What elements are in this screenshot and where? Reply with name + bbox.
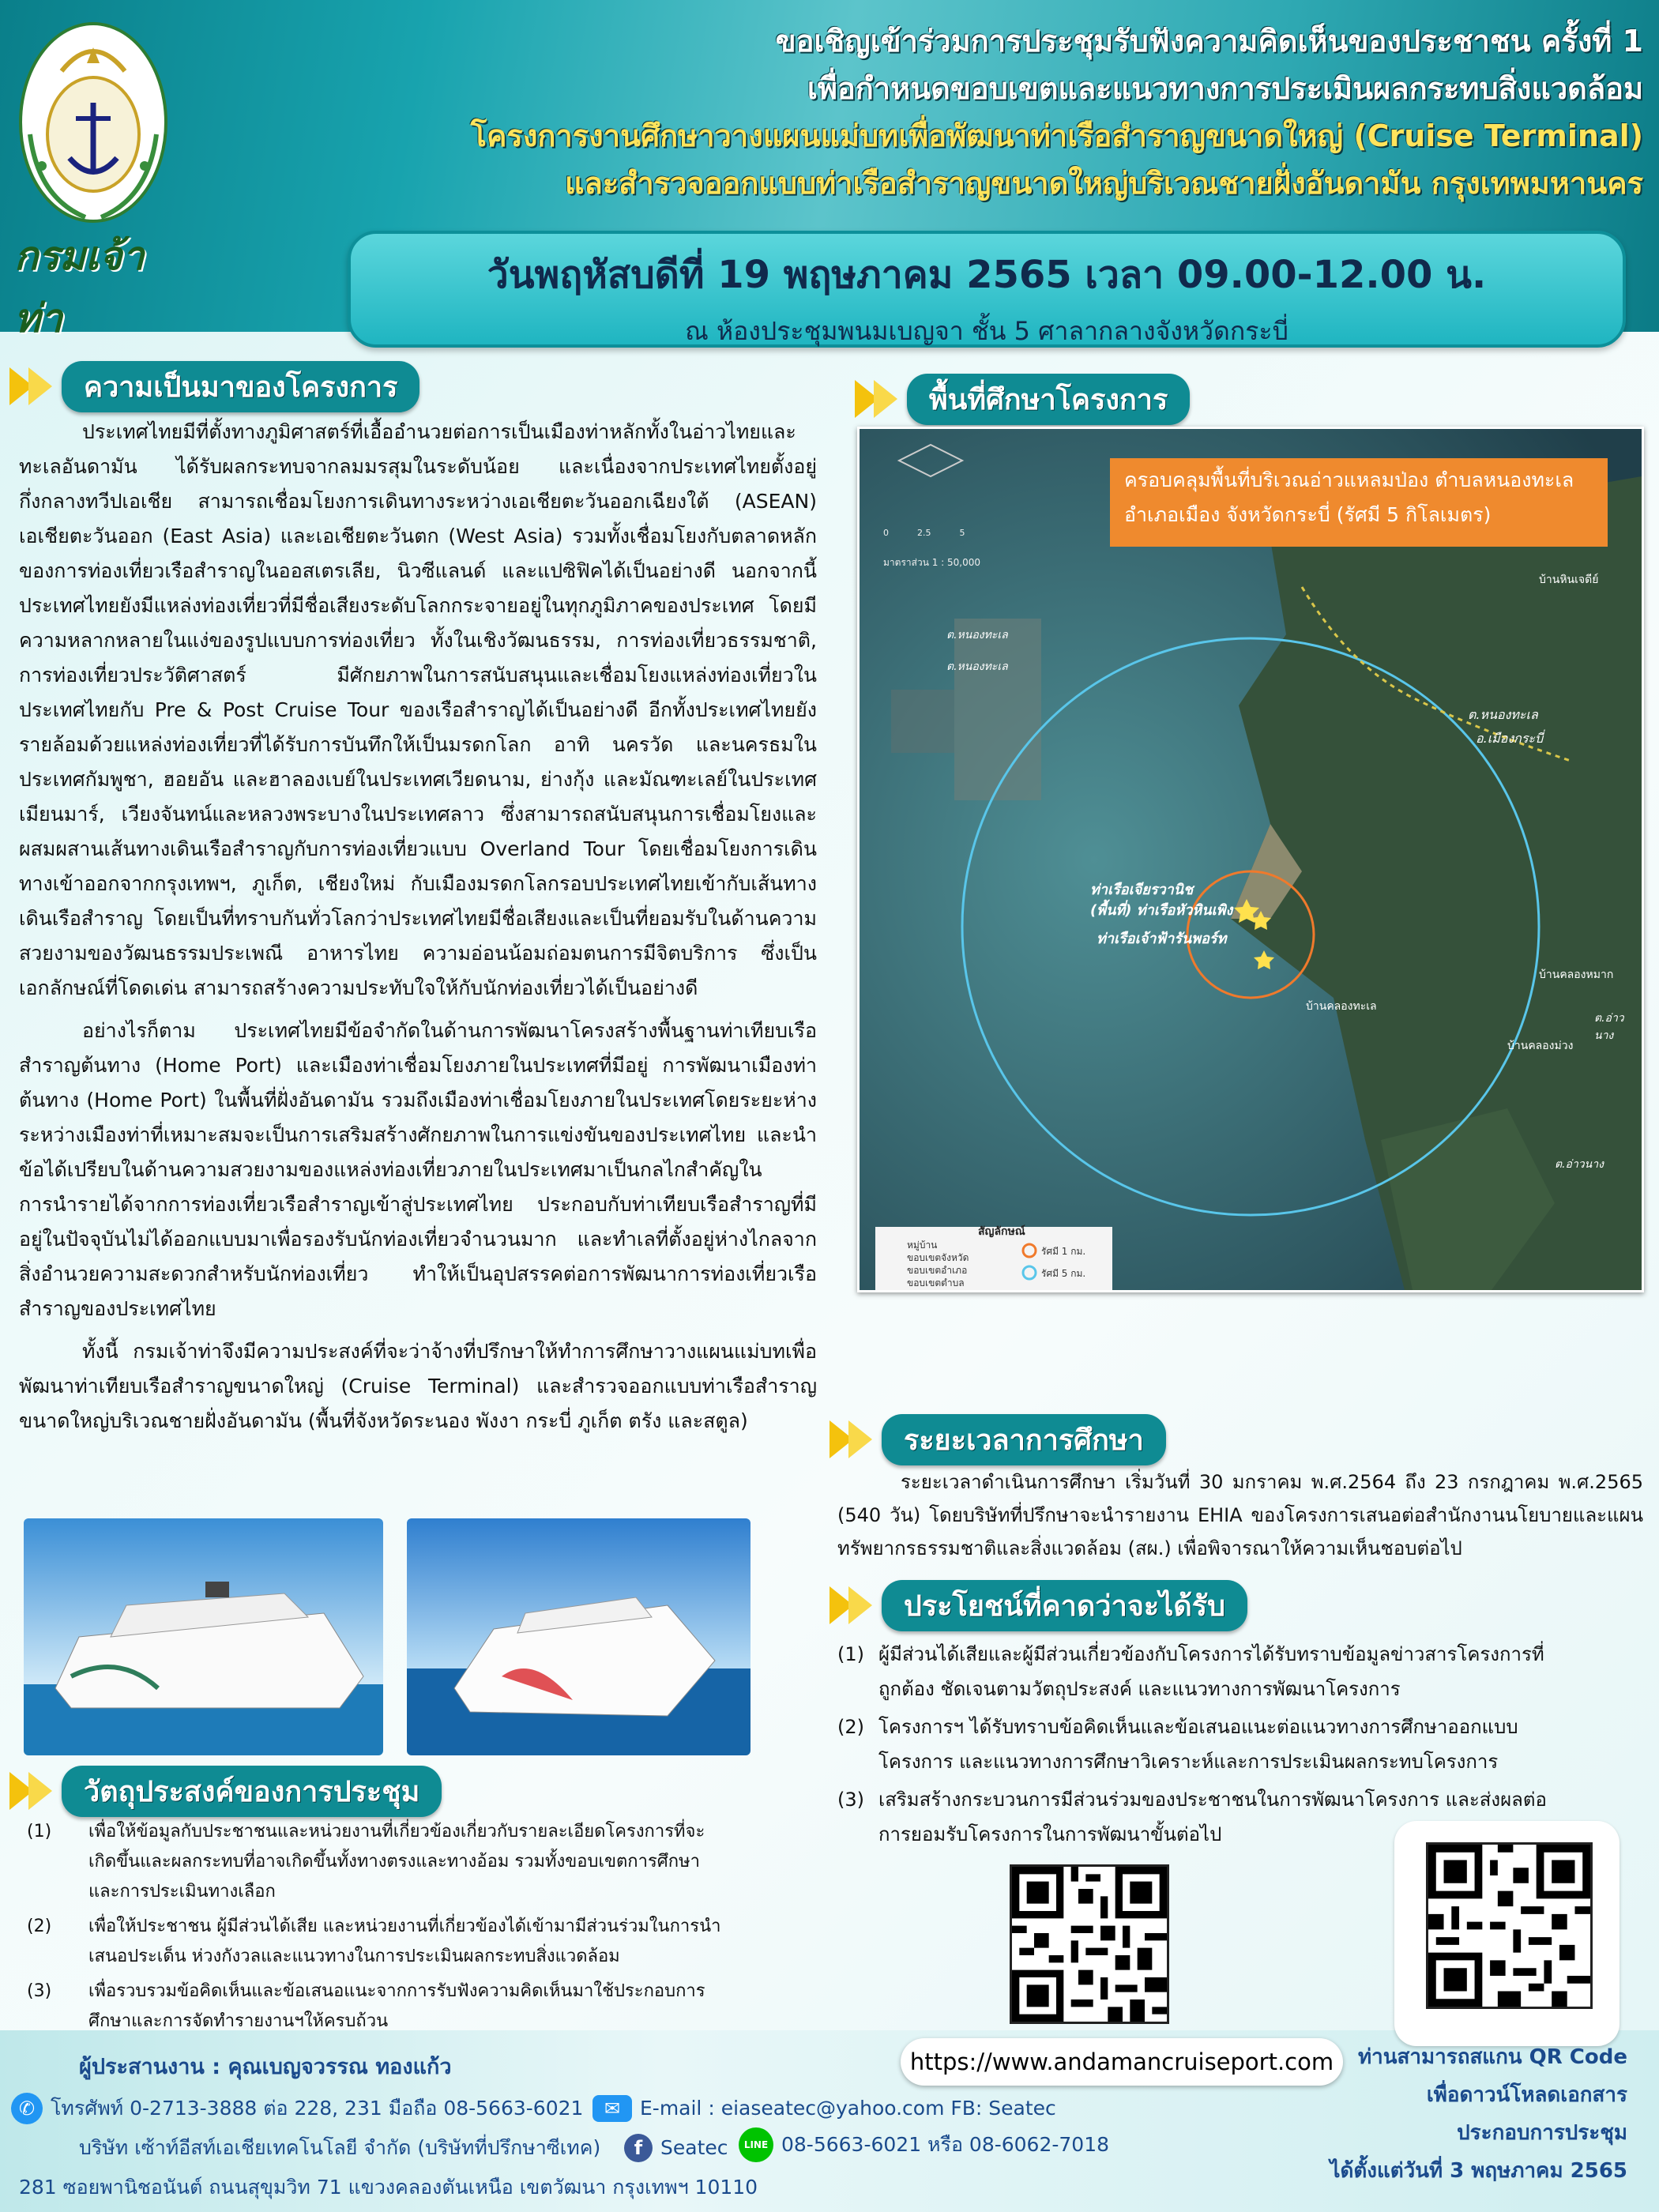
qr-code-icon	[1012, 1867, 1167, 2022]
phone-icon: ✆	[11, 2093, 43, 2124]
objective-item: (1) เพื่อให้ข้อมูลกับประชาชนและหน่วยงานที่เกี่ยวข้องเกี่ยวกับรายละเอียดโครงการที่จะเกิดขึ้นและผลกระทบที่อาจเกิดขึ้นทั้งทางตรงและทางอ้อม รวมทั้งขอบเขตการศึกษาและการประเมินทางเลือก	[27, 1822, 705, 1902]
legend-list: หมู่บ้าน ขอบเขตจังหวัด ขอบเขตอำเภอ ขอบเขตตำบล	[907, 1240, 969, 1288]
line-text: 08-5663-6021 หรือ 08-6062-7018	[781, 2133, 1110, 2156]
study-area-note: ครอบคลุมพื้นที่บริเวณอ่าวแหลมป่อง ตำบลหนองทะเล อำเภอเมือง จังหวัดกระบี่ (รัศมี 5 กิโลเมตร)	[1110, 458, 1608, 547]
village-label-2: บ้านคลองหมาก	[1539, 969, 1614, 981]
title-line-1: ขอเชิญเข้าร่วมการประชุมรับฟังความคิดเห็นของประชาชน ครั้งที่ 1	[775, 24, 1643, 58]
background-paragraph-3: ทั้งนี้ กรมเจ้าท่าจึงมีความประสงค์ที่จะว่าจ้างที่ปรึกษาให้ทำการศึกษาวางแผนแม่บทเพื่อพัฒนาท่าเทียบเรือสำราญขนาดใหญ่ (Cruise Terminal) และสำรวจออกแบบท่าเรือสำราญขนาดใหญ่บริเวณชายฝั่งอันดามัน (พื้นที่จังหวัดระนอง พังงา กระบี่ ภูเก็ต ตรัง และสตูล)	[19, 1340, 817, 1432]
meeting-date-box	[348, 231, 1626, 348]
chevron-icon	[9, 367, 47, 405]
study-area-title: พื้นที่ศึกษาโครงการ	[907, 374, 1190, 425]
line-app-icon: LINE	[739, 2127, 773, 2162]
benefit-item: (1) ผู้มีส่วนได้เสียและผู้มีส่วนเกี่ยวข้องกับโครงการได้รับทราบข้อมูลข่าวสารโครงการที่ถูกต้อง ชัดเจนตามวัตถุประสงค์ และแนวทางการพัฒนาโครงการ	[837, 1643, 1544, 1700]
legend-radius-5km: รัศมี 5 กม.	[1041, 1268, 1086, 1279]
email-text[interactable]: E-mail : eiaseatec@yahoo.com FB: Seatec	[640, 2097, 1056, 2120]
qr-code-2[interactable]	[1426, 1842, 1593, 2009]
facebook-icon: f	[624, 2134, 653, 2162]
qr-code-1[interactable]	[1010, 1864, 1169, 2024]
background-text	[19, 415, 817, 1439]
title-line-4: และสำรวจออกแบบท่าเรือสำราญขนาดใหญ่บริเวณชายฝั่งอันดามัน กรุงเทพมหานคร	[564, 166, 1643, 201]
line-row	[739, 2127, 1109, 2163]
pier-label-1-sub: (พื้นที่) ท่าเรือหัวหินเพิง	[1090, 902, 1233, 919]
village-label-4: บ้านคลองม่วง	[1507, 1040, 1574, 1052]
phone-text: โทรศัพท์ 0-2713-3888 ต่อ 228, 231 มือถือ 08-5663-6021	[51, 2097, 584, 2120]
legend-title: สัญลักษณ์	[978, 1225, 1025, 1238]
legend-radius-1km: รัศมี 1 กม.	[1041, 1246, 1086, 1257]
background-paragraph-1: ประเทศไทยมีที่ตั้งทางภูมิศาสตร์ที่เอื้ออำนวยต่อการเป็นเมืองท่าหลักทั้งในอ่าวไทยและทะเลอันดามัน ได้รับผลกระทบจากลมมรสุมในระดับน้อย และเนื่องจากประเทศไทยตั้งอยู่กึ่งกลางทวีปเอเชีย สามารถเชื่อมโยงการเดินทางระหว่างเอเชียตะวันออกเฉียงใต้ (ASEAN) เอเชียตะวันออก (East Asia) และเอเชียตะวันตก (West Asia) รวมทั้งเชื่อมโยงกับตลาดหลักของการท่องเที่ยวเรือสำราญในออสเตรเลีย, นิวซีแลนด์ และแปซิฟิคได้เป็นอย่างดี นอกจากนี้ประเทศไทยยังมีแหล่งท่องเที่ยวที่มีชื่อเสียงระดับโลกกระจายอยู่ในทุกภูมิภาคของประเทศ โดยมีความหลากหลายในแง่ของรูปแบบการท่องเที่ยว ทั้งในเชิงวัฒนธรรม, การท่องเที่ยวธรรมชาติ, การท่องเที่ยวประวัติศาสตร์ มีศักยภาพในการสนับสนุนและเชื่อมโยงแหล่งท่องเที่ยวในประเทศไทยกับ Pre & Post Cruise Tour ของเรือสำราญได้เป็นอย่างดี อีกทั้งประเทศไทยยังรายล้อมด้วยแหล่งท่องเที่ยวที่ได้รับการบันทึกให้เป็นมรดกโลก อาทิ นครวัด และนครธมในประเทศกัมพูชา, ฮอยอัน และฮาลองเบย์ในประเทศเวียดนาม, ย่างกุ้ง และมัณฑะเลย์ในประเทศเมียนมาร์, เวียงจันทน์และหลวงพระบางในประเทศลาว ซึ่งสามารถสนับสนุนการเชื่อมโยงและผสมผสานเส้นทางเดินเรือสำราญกับการท่องเที่ยวแบบ Overland Tour โดยเชื่อมโยงการเดินทางเข้าออกจากกรุงเทพฯ, ภูเก็ต, เชียงใหม่ กับเมืองมรดกโลกรอบประเทศไทยเข้ากับเส้นทางเดินเรือสำราญ โดยเป็นที่ทราบกันทั่วโลกว่าประเทศไทยมีชื่อเสียงและเป็นที่ยอมรับในด้านความสวยงามของวัฒนธรรมประเพณี อาหารไทย ความอ่อนน้อมถ่อมตนการมีจิตบริการ ซึ่งเป็นเอกลักษณ์ที่โดดเด่น สามารถสร้างความประทับใจให้กับนักท่องเที่ยวได้เป็นอย่างดี	[19, 420, 817, 999]
title-line-2: เพื่อกำหนดขอบเขตและแนวทางการประเมินผลกระทบสิ่งแวดล้อม	[807, 71, 1643, 106]
background-title: ความเป็นมาของโครงการ	[62, 361, 419, 412]
area-label-2: ต.หนองทะเล	[946, 660, 1008, 673]
objectives-header	[9, 1770, 442, 1812]
period-header	[830, 1418, 1166, 1461]
objectives-title: วัตถุประสงค์ของการประชุม	[62, 1766, 442, 1817]
company-address: 281 ซอยพานิชอนันต์ ถนนสุขุมวิท 71 แขวงคลองตันเหนือ เขตวัฒนา กรุงเทพฯ 10110	[19, 2176, 758, 2199]
area-label-1: ต.หนองทะเล	[946, 629, 1008, 641]
meeting-date: วันพฤหัสบดีที่ 19 พฤษภาคม 2565 เวลา 09.00-12.00 น.	[487, 253, 1487, 297]
map-scale: มาตราส่วน 1 : 50,000	[883, 557, 980, 568]
background-header	[9, 365, 419, 408]
study-area-map[interactable]	[857, 427, 1644, 1292]
period-title: ระยะเวลาการศึกษา	[882, 1414, 1166, 1465]
cruise-ship-photo-1	[24, 1518, 383, 1755]
benefits-title: ประโยชน์ที่คาดว่าจะได้รับ	[882, 1580, 1247, 1631]
area-label-4: ต.อ่าวนาง	[1555, 1158, 1604, 1171]
title-line-3: โครงการงานศึกษาวางแผนแม่บทเพื่อพัฒนาท่าเรือสำราญขนาดใหญ่ (Cruise Terminal)	[470, 118, 1643, 153]
benefit-item: (3) เสริมสร้างกระบวนการมีส่วนร่วมของประชาชนในการพัฒนาโครงการ และส่งผลต่อการยอมรับโครงการในการพัฒนาขั้นต่อไป	[837, 1789, 1547, 1845]
cruise-ship-photo-2	[407, 1518, 750, 1755]
study-area-header	[855, 378, 1190, 420]
area-label-3: ต.อ่าวนาง	[1594, 1012, 1624, 1042]
chevron-icon	[9, 1772, 47, 1810]
phone-row	[11, 2090, 583, 2127]
chevron-icon	[830, 1586, 867, 1624]
company-name: บริษัท เซ้าท์อีสท์เอเชียเทคโนโลยี จำกัด (บริษัทที่ปรึกษาซีเทค)	[79, 2136, 601, 2159]
objective-item: (3) เพื่อรวบรวมข้อคิดเห็นและข้อเสนอแนะจากการรับฟังความคิดเห็นมาใช้ประกอบการศึกษาและการจัดทำรายงานฯให้ครบถ้วน	[27, 1981, 705, 2031]
marine-department-logo	[14, 16, 172, 341]
benefits-header	[830, 1584, 1247, 1627]
qr-code-icon	[1428, 1845, 1590, 2007]
email-row	[592, 2090, 1056, 2127]
village-label-1: บ้านหินเจดีย์	[1539, 574, 1599, 586]
facebook-row	[624, 2130, 728, 2166]
chevron-icon	[830, 1420, 867, 1458]
invitation-title	[300, 17, 1643, 207]
benefit-item: (2) โครงการฯ ได้รับทราบข้อคิดเห็นและข้อเสนอแนะต่อแนวทางการศึกษาออกแบบโครงการ และแนวทางการศึกษาวิเคราะห์และการประเมินผลกระทบโครงการ	[837, 1716, 1518, 1773]
coordinator-name: ผู้ประสานงาน : คุณเบญจวรรณ ทองแก้ว	[79, 2055, 452, 2079]
background-paragraph-2: อย่างไรก็ตาม ประเทศไทยมีข้อจำกัดในด้านการพัฒนาโครงสร้างพื้นฐานท่าเทียบเรือสำราญต้นทาง (Home Port) และเมืองท่าเชื่อมโยงภายในประเทศที่มีอยู่ การพัฒนาเมืองท่าต้นทาง (Home Port) ในพื้นที่ฝั่งอันดามัน รวมถึงเมืองท่าเชื่อมโยงภายในประเทศโดยระยะห่างระหว่างเมืองท่าที่เหมาะสมจะเป็นการเสริมสร้างศักยภาพในการแข่งขันของประเทศไทย และนำข้อได้เปรียบในด้านความสวยงามของแหล่งท่องเที่ยวภายในประเทศมาเป็นกลไกสำคัญในการนำรายได้จากการท่องเที่ยวเรือสำราญเข้าสู่ประเทศไทย ประกอบกับท่าเทียบเรือสำราญที่มีอยู่ในปัจจุบันไม่ได้ออกแบบมาเพื่อรองรับนักท่องเที่ยวจำนวนมาก และทำเลที่ตั้งอยู่ห่างไกลจากสิ่งอำนวยความสะดวกสำหรับนักท่องเที่ยว ทำให้เป็นอุปสรรคต่อการพัฒนาการท่องเที่ยวเรือสำราญของประเทศไทย	[19, 1019, 817, 1320]
chevron-icon	[855, 380, 893, 418]
district-label-2: อ.เมืองกระบี่	[1476, 731, 1544, 746]
village-label-3: บ้านคลองทะเล	[1306, 1000, 1377, 1013]
website-link[interactable]: https://www.andamancruiseport.com	[901, 2038, 1343, 2086]
objective-item: (2) เพื่อให้ประชาชน ผู้มีส่วนได้เสีย และหน่วยงานที่เกี่ยวข้องได้เข้ามามีส่วนร่วมในการนำเสนอประเด็น ห่วงกังวลและแนวทางในการประเมินผลกระทบสิ่งแวดล้อม	[27, 1917, 721, 1966]
email-icon: ✉	[592, 2095, 632, 2122]
logo-caption: กรมเจ้าท่า	[14, 233, 145, 341]
facebook-text[interactable]: Seatec	[660, 2136, 728, 2159]
benefits-list	[837, 1637, 1564, 1852]
map-scale-ticks: 0 2.5 5	[883, 528, 965, 538]
objectives-list	[27, 1817, 722, 2037]
qr-instructions: ท่านสามารถสแกน QR Code เพื่อดาวน์โหลดเอกสาร ประกอบการประชุม ได้ตั้งแต่วันที่ 3 พฤษภาคม 2565	[1330, 2045, 1627, 2183]
meeting-venue: ณ ห้องประชุมพนมเบญจา ชั้น 5 ศาลากลางจังหวัดกระบี่	[685, 316, 1288, 346]
pier-label-1: ท่าเรือเจียรวานิช	[1090, 882, 1194, 898]
period-text: ระยะเวลาดำเนินการศึกษา เริ่มวันที่ 30 มกราคม พ.ศ.2564 ถึง 23 กรกฎาคม พ.ศ.2565 (540 วัน) โดยบริษัทที่ปรึกษาจะนำรายงาน EHIA ของโครงการเสนอต่อสำนักงานนโยบายและแผนทรัพยากรธรรมชาติและสิ่งแวดล้อม (สผ.) เพื่อพิจารณาให้ความเห็นชอบต่อไป	[837, 1471, 1643, 1559]
pier-label-2: ท่าเรือเจ้าฟ้ารันพอร์ท	[1097, 931, 1227, 947]
district-label-1: ต.หนองทะเล	[1468, 707, 1538, 722]
